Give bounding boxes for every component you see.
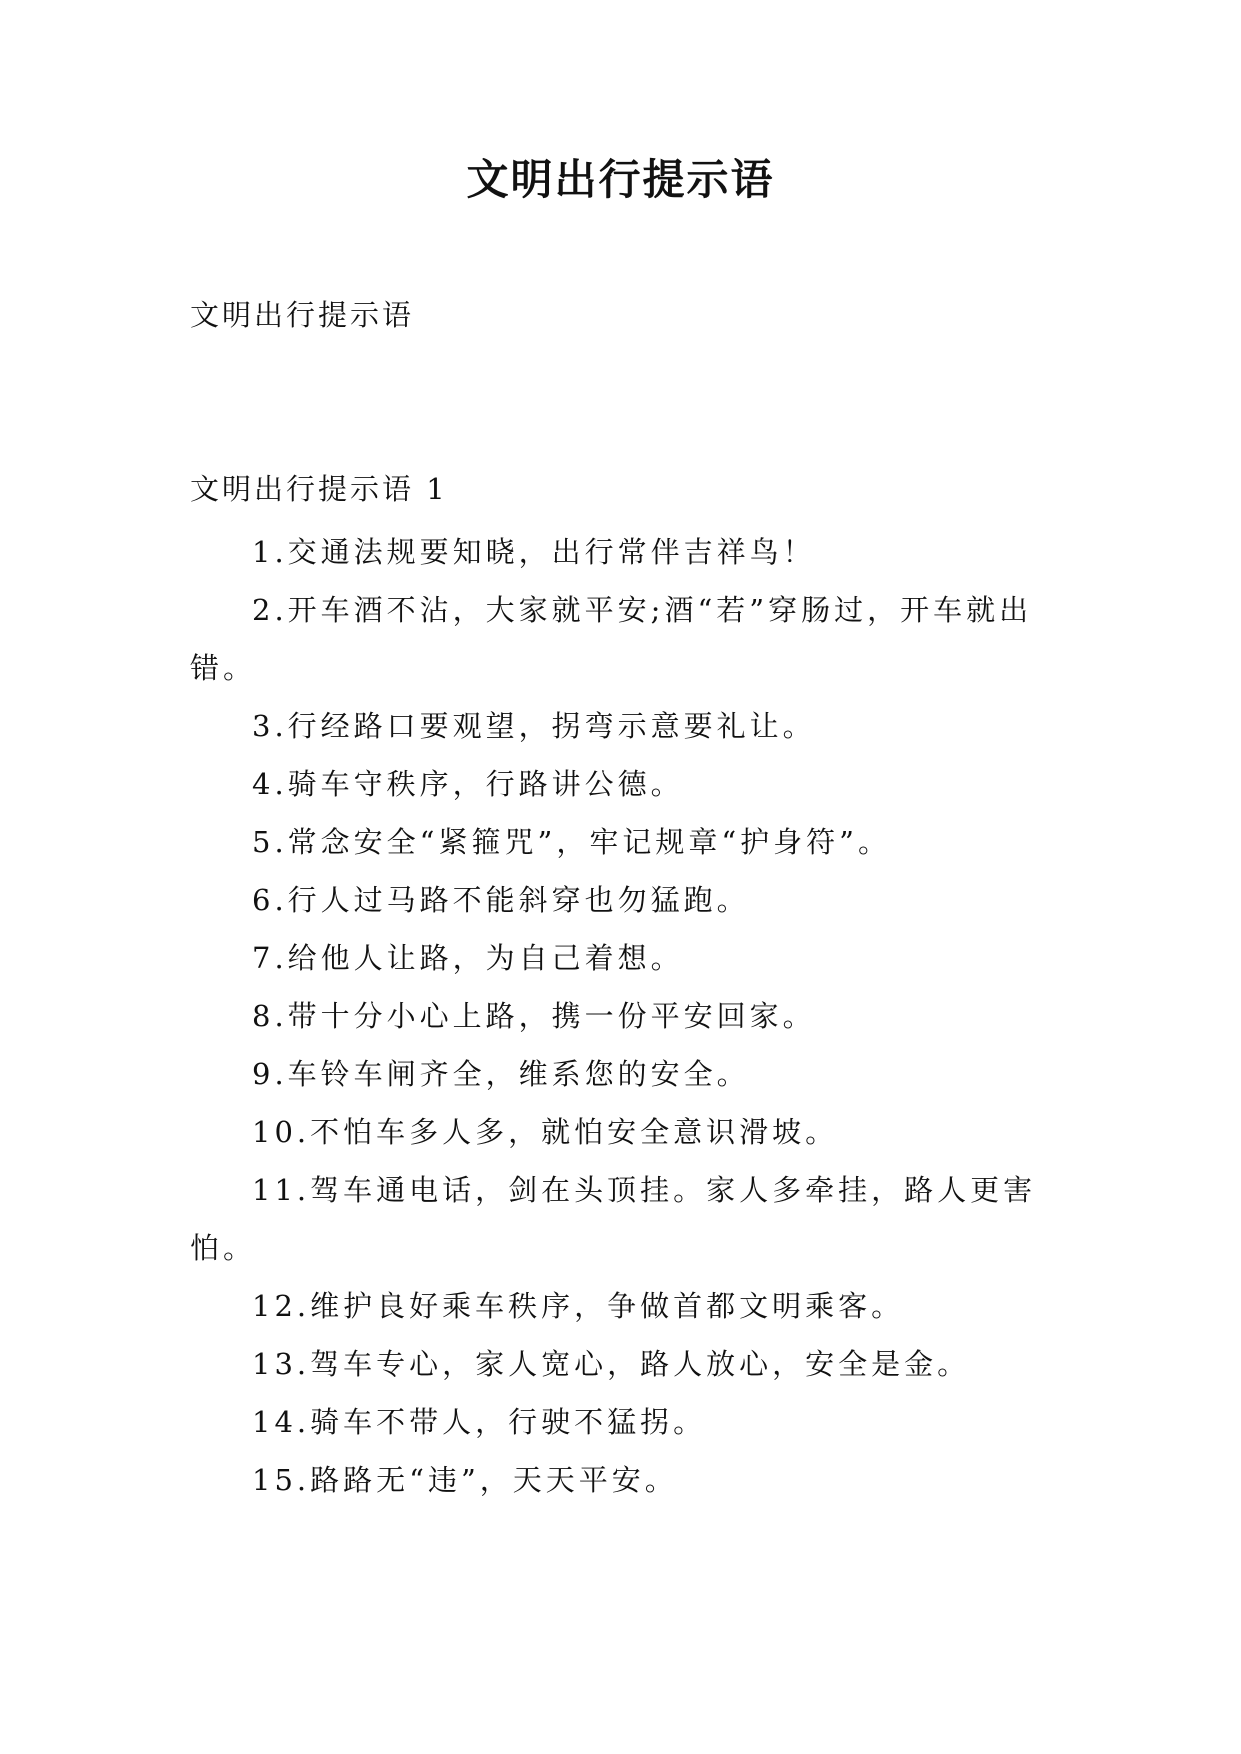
section-heading: 文明出行提示语 1 (190, 472, 448, 506)
list-item: 11.驾车通电话，剑在头顶挂。家人多牵挂，路人更害怕。 (190, 1173, 1037, 1265)
list-item: 3.行经路口要观望，拐弯示意要礼让。 (252, 709, 816, 743)
list-item: 10.不怕车多人多，就怕安全意识滑坡。 (252, 1115, 839, 1149)
page-title: 文明出行提示语 (466, 155, 775, 204)
list-item: 2.开车酒不沾，大家就平安;酒“若”穿肠过，开车就出错。 (190, 593, 1033, 685)
list-item: 13.驾车专心，家人宽心，路人放心，安全是金。 (252, 1347, 971, 1381)
list-item: 9.车铃车闸齐全，维系您的安全。 (252, 1057, 750, 1091)
list-item: 8.带十分小心上路，携一份平安回家。 (252, 999, 816, 1033)
list-item: 15.路路无“违”，天天平安。 (252, 1463, 678, 1497)
list-item: 4.骑车守秩序，行路讲公德。 (252, 767, 684, 801)
list-item: 7.给他人让路，为自己着想。 (252, 941, 684, 975)
list-item: 1.交通法规要知晓，出行常伴吉祥鸟！ (252, 535, 816, 569)
slogan-list (190, 523, 1050, 1509)
list-item: 12.维护良好乘车秩序，争做首都文明乘客。 (252, 1289, 905, 1323)
list-item: 14.骑车不带人，行驶不猛拐。 (252, 1405, 707, 1439)
list-item: 5.常念安全“紧箍咒”，牢记规章“护身符”。 (252, 825, 891, 859)
document-subtitle: 文明出行提示语 (190, 298, 415, 332)
list-item: 6.行人过马路不能斜穿也勿猛跑。 (252, 883, 750, 917)
